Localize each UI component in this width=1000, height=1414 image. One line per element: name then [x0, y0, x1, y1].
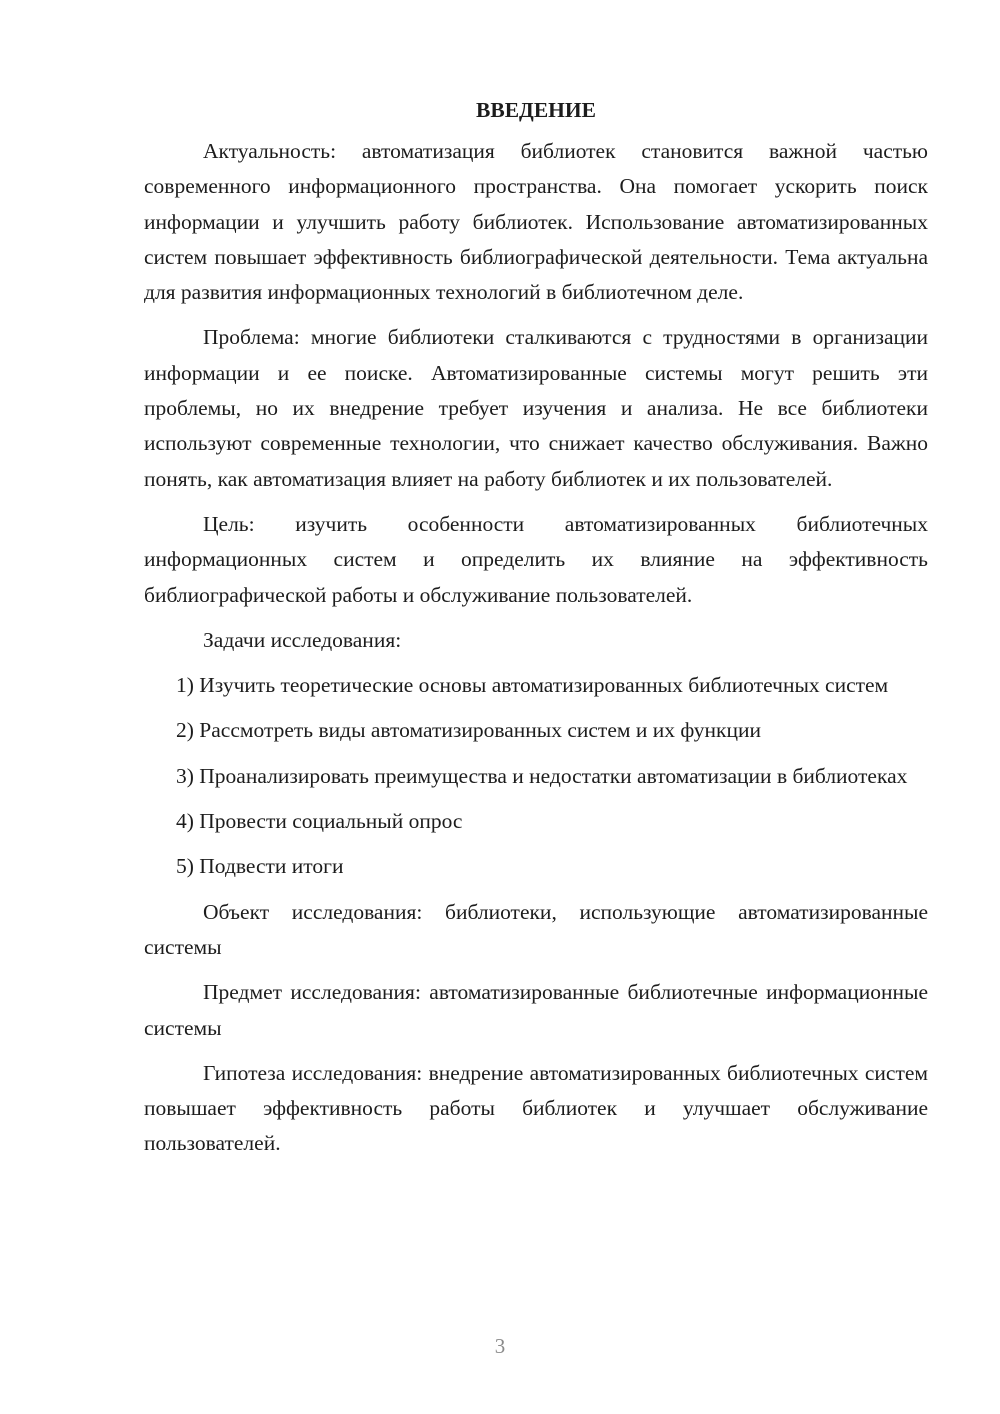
- problem-paragraph: Проблема: многие библиотеки сталкиваются с трудностями в организации информации и ее поиске. Автоматизированные системы могут решить эти проблемы, но их внедрение требует изучения и анализа. Не все библиотеки используют современные технологии, что снижает качество обслуживания. Важно понять, как автоматизация влияет на работу библиотек и их пользователей.: [144, 325, 928, 491]
- task-item-5: 5) Подвести итоги: [176, 854, 344, 879]
- task-item-2: 2) Рассмотреть виды автоматизированных систем и их функции: [176, 718, 761, 743]
- task-item-3: 3) Проанализировать преимущества и недостатки автоматизации в библиотеках: [176, 763, 908, 788]
- page-content: [144, 92, 928, 1172]
- subject-paragraph: Предмет исследования: автоматизированные библиотечные информационные системы: [144, 980, 928, 1040]
- page-number: 3: [494, 1334, 506, 1358]
- object-paragraph: Объект исследования: библиотеки, использующие автоматизированные системы: [144, 899, 928, 959]
- task-item-1: 1) Изучить теоретические основы автоматизированных библиотечных систем: [176, 673, 889, 698]
- page-title: ВВЕДЕНИЕ: [476, 98, 596, 122]
- tasks-heading: Задачи исследования:: [203, 627, 402, 652]
- relevance-paragraph: Актуальность: автоматизация библиотек становится важной частью современного информационного пространства. Она помогает ускорить поиск информации и улучшить работу библиотек. Использование автоматизированных систем повышает эффективность библиографической деятельности. Тема актуальна для развития информационных технологий в библиотечном деле.: [144, 139, 928, 305]
- task-item-4: 4) Провести социальный опрос: [176, 809, 463, 834]
- goal-paragraph: Цель: изучить особенности автоматизированных библиотечных информационных систем и определить их влияние на эффективность библиографической работы и обслуживание пользователей.: [144, 511, 928, 607]
- hypothesis-paragraph: Гипотеза исследования: внедрение автоматизированных библиотечных систем повышает эффективность работы библиотек и улучшает обслуживание пользователей.: [144, 1060, 928, 1156]
